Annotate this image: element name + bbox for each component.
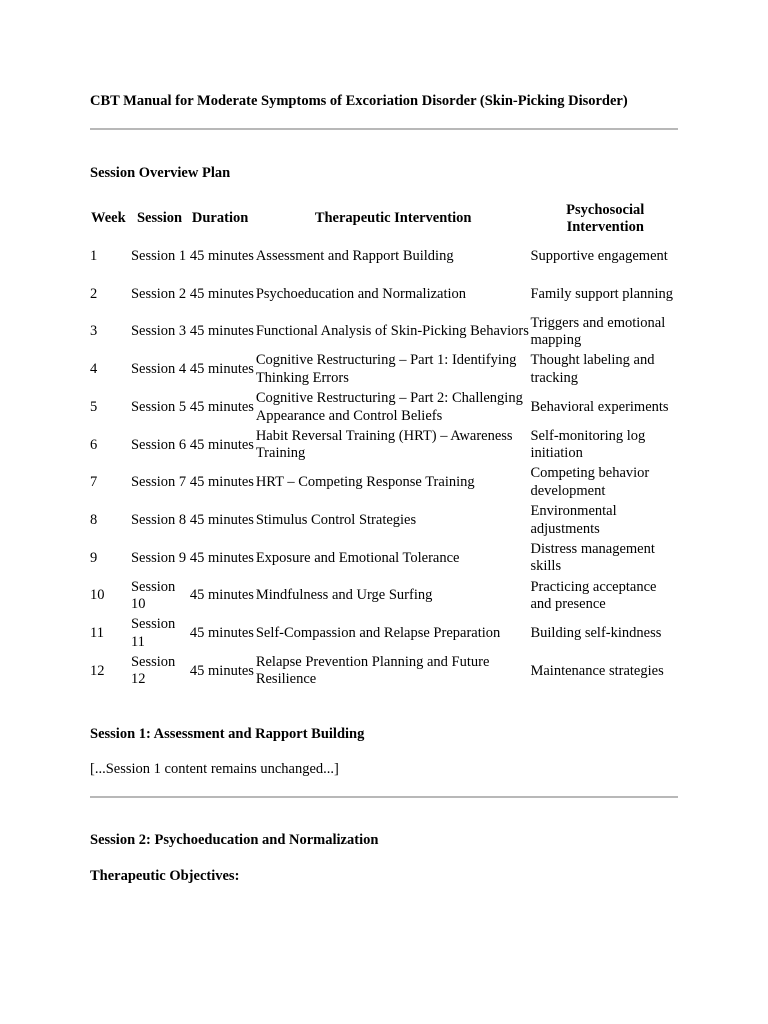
- cell-duration: 45 minutes: [189, 248, 254, 265]
- cell-session: Session 5: [130, 398, 187, 415]
- table-row: [90, 426, 680, 464]
- table-row: [90, 313, 680, 351]
- table-row: [90, 502, 680, 540]
- cell-psychosocial: Self-monitoring log initiation: [530, 427, 646, 462]
- cell-duration: 45 minutes: [189, 587, 254, 604]
- cell-session: Session 7: [130, 474, 187, 491]
- cell-session: Session 6: [130, 436, 187, 453]
- cell-session: Session 4: [130, 361, 187, 378]
- cell-therapeutic: Cognitive Restructuring – Part 2: Challenging Appearance and Control Beliefs: [255, 390, 523, 424]
- table-row: [90, 540, 680, 578]
- table-row: [90, 389, 680, 427]
- cell-therapeutic: Psychoeducation and Normalization: [255, 285, 467, 302]
- cell-session: Session 2: [130, 285, 187, 302]
- cell-therapeutic: Mindfulness and Urge Surfing: [255, 587, 433, 604]
- cell-week: 7: [90, 474, 98, 491]
- cell-session: Session 10: [130, 578, 176, 613]
- cell-psychosocial: Maintenance strategies: [530, 662, 664, 679]
- cell-duration: 45 minutes: [189, 549, 254, 566]
- cell-therapeutic: HRT – Competing Response Training: [255, 474, 475, 491]
- cell-therapeutic: Functional Analysis of Skin-Picking Behaviors: [255, 323, 529, 340]
- cell-session: Session 1: [130, 248, 187, 265]
- cell-psychosocial: Environmental adjustments: [530, 503, 617, 537]
- cell-duration: 45 minutes: [189, 474, 254, 491]
- cell-session: Session 8: [130, 511, 187, 528]
- table-row: [90, 276, 680, 314]
- table-row: [90, 653, 680, 691]
- cell-therapeutic: Relapse Prevention Planning and Future Resilience: [255, 653, 490, 688]
- cell-therapeutic: Self-Compassion and Relapse Preparation: [255, 624, 501, 641]
- table-row: [90, 577, 680, 615]
- cell-psychosocial: Behavioral experiments: [530, 398, 669, 415]
- cell-psychosocial: Triggers and emotional mapping: [530, 314, 666, 349]
- cell-therapeutic: Cognitive Restructuring – Part 1: Identifying Thinking Errors: [255, 352, 517, 386]
- cell-psychosocial: Supportive engagement: [530, 248, 668, 265]
- cell-psychosocial: Practicing acceptance and presence: [530, 578, 657, 613]
- cell-session: Session 9: [130, 549, 187, 566]
- overview-heading: Session Overview Plan: [90, 165, 231, 181]
- cell-duration: 45 minutes: [189, 511, 254, 528]
- cell-psychosocial: Distress management skills: [530, 540, 655, 575]
- table-row: [90, 615, 680, 653]
- cell-therapeutic: Habit Reversal Training (HRT) – Awareness Training: [255, 427, 513, 462]
- cell-week: 1: [90, 248, 98, 265]
- cell-duration: 45 minutes: [189, 361, 254, 378]
- horizontal-rule: [90, 128, 678, 130]
- session-2-heading: Session 2: Psychoeducation and Normalization: [90, 832, 379, 848]
- cell-psychosocial: Building self-kindness: [530, 624, 662, 641]
- header-week: Week: [91, 210, 126, 227]
- cell-psychosocial: Thought labeling and tracking: [530, 352, 655, 386]
- cell-week: 11: [90, 624, 104, 641]
- cell-week: 8: [90, 511, 98, 528]
- header-psychosocial-intervention: Psychosocial Intervention: [566, 201, 645, 235]
- cell-week: 12: [90, 662, 105, 679]
- cell-week: 10: [90, 587, 105, 604]
- therapeutic-objectives-heading: Therapeutic Objectives:: [90, 868, 240, 884]
- cell-week: 5: [90, 398, 98, 415]
- document-title: CBT Manual for Moderate Symptoms of Excoriation Disorder (Skin-Picking Disorder): [90, 93, 628, 109]
- cell-therapeutic: Exposure and Emotional Tolerance: [255, 549, 460, 566]
- session-1-note: [...Session 1 content remains unchanged...]: [90, 761, 339, 777]
- cell-session: Session 11: [130, 616, 176, 650]
- cell-week: 9: [90, 549, 98, 566]
- cell-psychosocial: Family support planning: [530, 285, 674, 302]
- table-row: [90, 351, 680, 389]
- cell-duration: 45 minutes: [189, 285, 254, 302]
- cell-psychosocial: Competing behavior development: [530, 465, 650, 499]
- header-duration: Duration: [191, 210, 249, 227]
- cell-duration: 45 minutes: [189, 323, 254, 340]
- cell-week: 3: [90, 323, 98, 340]
- cell-duration: 45 minutes: [189, 436, 254, 453]
- cell-session: Session 3: [130, 323, 187, 340]
- cell-duration: 45 minutes: [189, 662, 254, 679]
- header-therapeutic-intervention: Therapeutic Intervention: [314, 210, 472, 227]
- cell-therapeutic: Assessment and Rapport Building: [255, 248, 454, 265]
- cell-duration: 45 minutes: [189, 398, 254, 415]
- cell-session: Session 12: [130, 653, 176, 688]
- table-header-row: [90, 200, 680, 238]
- horizontal-rule: [90, 796, 678, 798]
- header-session: Session: [136, 210, 183, 227]
- session-overview-table: [90, 200, 680, 690]
- session-1-heading: Session 1: Assessment and Rapport Building: [90, 726, 365, 742]
- cell-therapeutic: Stimulus Control Strategies: [255, 511, 417, 528]
- cell-week: 2: [90, 285, 98, 302]
- table-row: [90, 238, 680, 276]
- cell-week: 6: [90, 436, 98, 453]
- cell-week: 4: [90, 361, 98, 378]
- table-row: [90, 464, 680, 502]
- cell-duration: 45 minutes: [189, 624, 254, 641]
